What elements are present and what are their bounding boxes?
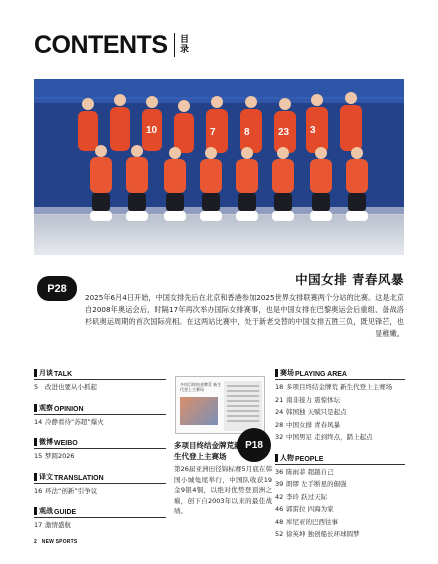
toc-item[interactable]: [275, 420, 405, 431]
section-bar: [34, 473, 37, 481]
section-title-cn: 观战: [39, 507, 53, 515]
feature-title[interactable]: 中国女排 青春风暴: [295, 272, 404, 287]
section-title-cn: 微博: [39, 438, 53, 446]
toc-page-number: 28: [275, 420, 284, 429]
section-title-en: TRANSLATION: [54, 474, 104, 482]
toc-item[interactable]: [275, 467, 405, 478]
section-bar: [275, 369, 278, 377]
toc-page-number: 5: [34, 383, 39, 391]
section-weibo: [34, 437, 166, 462]
toc-item[interactable]: [34, 417, 166, 428]
left-column: [34, 368, 166, 541]
section-bar: [34, 404, 37, 412]
magazine-name: NEW SPORTS: [41, 539, 78, 545]
middle-article-title[interactable]: 多项目终结金牌荒新生代登上主赛场: [174, 441, 242, 461]
header-divider: [174, 33, 176, 57]
section-people: [275, 453, 405, 540]
toc-item[interactable]: [275, 395, 405, 406]
toc-page-number: 14: [34, 417, 43, 426]
toc-item-title: 冷静看待“苏超”爆火: [45, 417, 104, 426]
section-header: [34, 506, 166, 518]
toc-item[interactable]: [275, 407, 405, 418]
section-header: [34, 403, 166, 415]
toc-item[interactable]: [275, 504, 405, 515]
section-playing-area: [275, 368, 405, 443]
contents-title: CONTENTS: [34, 31, 168, 59]
section-guide: [34, 506, 166, 531]
middle-article-summary: 第26届亚洲田径锦标赛5月底在韩国小城龟尾举行，中国队收获19金9银4铜，以绝对优势登顶洲之巅，创下自2003年以来的最佳战绩。: [174, 465, 272, 515]
toc-item-title: 中国男足 走到终点，踏上起点: [286, 433, 373, 441]
mulu-label: [180, 35, 189, 55]
toc-page-number: 21: [275, 395, 284, 404]
toc-page-number: 36: [275, 467, 284, 476]
section-bar: [34, 438, 37, 446]
toc-page-number: 39: [275, 480, 284, 488]
toc-item-title: 郭雷拉 四海为家: [286, 505, 334, 513]
section-talk: [34, 368, 166, 393]
toc-page-number: 18: [275, 383, 284, 391]
toc-item-title: 库尼亚的巴西往事: [286, 517, 338, 526]
section-title-en: PEOPLE: [295, 455, 324, 463]
thumbnail-caption: 多项目终结金牌荒 新生代登上主赛场: [180, 382, 222, 392]
page-footer: [34, 539, 77, 545]
section-bar: [34, 369, 37, 377]
section-title-cn: 赛场: [280, 369, 294, 377]
toc-page-number: 52: [275, 530, 284, 538]
section-header: [275, 368, 405, 380]
mulu-bottom-char: 录: [180, 45, 190, 55]
svg-text:8: 8: [244, 127, 250, 138]
toc-page-number: 15: [34, 452, 43, 460]
toc-item-title: 徐英坤 独创船长环球圆梦: [286, 530, 360, 538]
section-bar: [34, 507, 37, 515]
article-thumbnail[interactable]: [175, 376, 265, 434]
mulu-top-char: 目: [180, 35, 190, 45]
toc-page-number: 46: [275, 505, 284, 513]
team-photo-illustration: [34, 79, 404, 255]
toc-item[interactable]: [34, 451, 166, 462]
toc-page-number: 24: [275, 408, 284, 416]
toc-page-number: 48: [275, 517, 284, 526]
toc-item-title: 激情盛航: [45, 521, 71, 529]
section-title-en: PLAYING AREA: [295, 371, 347, 378]
toc-page-number: 32: [275, 433, 284, 441]
section-title-en: TALK: [54, 371, 73, 378]
toc-item-title: 改进也要从小抓起: [45, 383, 97, 391]
toc-item[interactable]: [275, 382, 405, 393]
right-column: [275, 368, 405, 550]
toc-item-title: 陈雨菲 超越自己: [286, 467, 334, 476]
svg-text:10: 10: [146, 125, 158, 136]
toc-item[interactable]: [275, 432, 405, 443]
section-title-cn: 译文: [39, 472, 53, 481]
toc-item[interactable]: [34, 520, 166, 531]
toc-item[interactable]: [275, 517, 405, 528]
section-title-cn: 人物: [280, 453, 294, 462]
feature-summary: 2025年6月4日开始，中国女排先后在北京和香港参加2025世界女排联赛两个分站的比赛。这是北京自2008年奥运会后，时隔17年再次举办国际女排赛事，也是中国女排在巴黎奥运会后重组、备战洛杉矶奥运周期的首次国际亮相。在这两站比赛中，处于新老交替的中国女排五胜三负，既见锋芒，也显稚嫩。: [85, 293, 404, 338]
toc-item-title: 朗缪 左手断星的倔强: [286, 480, 347, 488]
toc-item-title: 韩国独 天赋只是起点: [286, 408, 347, 416]
section-header: [275, 453, 405, 465]
section-title-cn: 月谈: [39, 369, 53, 377]
toc-item-title: 多项目终结金牌荒 新生代登上主赛场: [286, 383, 393, 391]
team-photo: [34, 79, 404, 255]
section-title-en: OPINION: [54, 405, 84, 413]
toc-item-title: 南非接力 震惊体坛: [286, 395, 341, 404]
toc-item[interactable]: [275, 529, 405, 540]
svg-text:23: 23: [278, 127, 290, 138]
section-title-en: GUIDE: [54, 509, 77, 516]
toc-item[interactable]: [34, 486, 166, 497]
toc-page-number: 17: [34, 521, 43, 529]
toc-item-title: 环法“创新”引争议: [45, 486, 98, 495]
page-badge-p18[interactable]: P18: [237, 428, 271, 462]
toc-item-title: 李玲 跃过天际: [286, 492, 328, 501]
section-header: [34, 368, 166, 380]
page-badge-p28[interactable]: P28: [37, 276, 77, 301]
thumbnail-image: [180, 397, 218, 425]
page-header: [34, 30, 189, 60]
toc-item-title: 梦圆2026: [45, 452, 75, 460]
toc-item[interactable]: [275, 479, 405, 490]
thumbnail-text-lines: [227, 385, 259, 425]
section-title-en: WEIBO: [54, 440, 78, 447]
toc-page-number: 16: [34, 486, 43, 495]
toc-item[interactable]: [275, 492, 405, 503]
section-header: [34, 437, 166, 449]
section-title-cn: 观察: [39, 403, 53, 412]
svg-text:3: 3: [310, 125, 316, 136]
toc-item-title: 中国女排 青春风暴: [286, 420, 341, 429]
section-bar: [275, 454, 278, 462]
svg-text:7: 7: [210, 127, 216, 138]
toc-page-number: 42: [275, 492, 284, 501]
section-translation: [34, 472, 166, 497]
toc-item[interactable]: [34, 382, 166, 393]
page-number: 2: [34, 539, 37, 545]
section-header: [34, 472, 166, 484]
section-opinion: [34, 403, 166, 428]
